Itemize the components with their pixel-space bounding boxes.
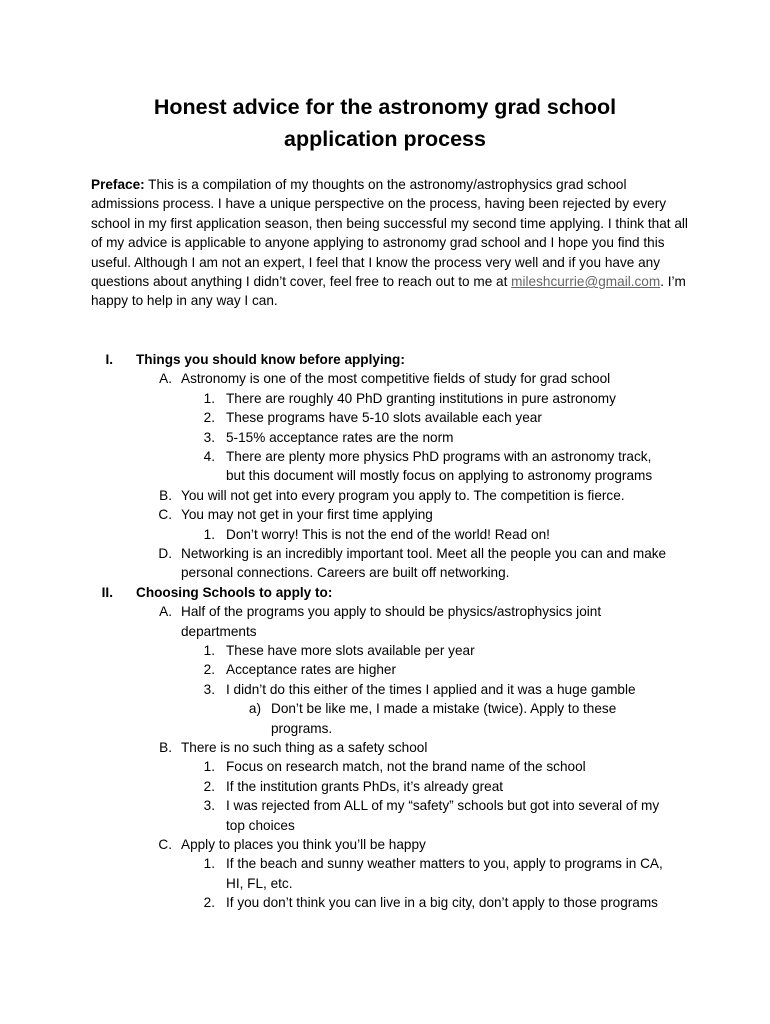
outline-marker: C. [158,507,172,523]
outline-item-text: programs. [271,720,333,736]
outline-marker: C. [158,837,172,852]
outline-marker: I. [105,352,113,367]
outline-marker: B. [159,487,172,503]
outline-item-text: You will not get into every program you apply to. The competition is fierce. [181,487,625,503]
outline-item-text: Acceptance rates are higher [226,662,397,678]
outline-item-text: Don’t be like me, I made a mistake (twice). Apply to these [271,701,617,717]
outline-item-text: Don’t worry! This is not the end of the world! Read on! [226,526,550,542]
outline-item-text: Apply to places you think you’ll be happy [181,837,426,852]
outline-marker: II. [101,584,113,600]
outline-marker: D. [158,546,172,561]
outline-item-text: There are roughly 40 PhD granting institutions in pure astronomy [226,390,616,406]
email-link[interactable]: mileshcurrie@gmail.com [511,274,661,290]
outline-item-text: personal connections. Careers are built off networking. [181,565,510,581]
outline-marker: 1. [203,759,215,775]
outline-item-text: There is no such thing as a safety school [181,740,428,755]
outline-marker: 4. [203,449,215,464]
outline-marker: 1. [203,390,215,406]
outline-item-text: Focus on research match, not the brand name of the school [226,759,586,775]
outline-marker: 2. [203,778,215,794]
outline-marker: A. [159,371,172,387]
outline-item-text: If you don’t think you can live in a big city, don’t apply to those programs [226,895,658,911]
outline-item-text: There are plenty more physics PhD programs with an astronomy track, [226,449,652,464]
preface-label: Preface: [91,177,145,192]
outline-item-text: but this document will mostly focus on applying to astronomy programs [226,468,653,484]
outline-marker: A. [159,604,172,620]
outline-marker: 1. [203,526,215,542]
outline-marker: B. [159,740,172,755]
preface-closing: . I’m happy to help in any way I can. [91,274,686,309]
outline-marker: 3. [203,798,215,814]
outline-marker: 3. [203,429,215,445]
outline-marker: 1. [203,856,215,872]
outline-item-text: These programs have 5-10 slots available each year [226,410,542,426]
outline-item-text: I was rejected from ALL of my “safety” schools but got into several of my [226,798,660,814]
outline-marker: 2. [203,895,215,911]
section-heading: Choosing Schools to apply to: [136,584,333,600]
title-line-2: application process [284,127,486,151]
outline-marker: 2. [203,662,215,678]
outline-marker: 2. [203,410,215,426]
preface-paragraph [91,175,691,311]
outline-marker: 1. [203,643,215,658]
outline-marker: 3. [203,681,215,697]
title-line-1: Honest advice for the astronomy grad school [153,95,617,119]
outline-item-text: departments [181,623,257,639]
outline-item-text: These have more slots available per year [226,643,475,658]
outline-item-text: Astronomy is one of the most competitive fields of study for grad school [181,371,611,387]
outline-item-text: You may not get in your first time applying [181,507,433,523]
outline-item-text: If the beach and sunny weather matters to you, apply to programs in CA, [226,856,663,872]
document-title [0,91,770,155]
outline-item-text: Networking is an incredibly important tool. Meet all the people you can and make [181,546,667,561]
section-heading: Things you should know before applying: [136,352,405,367]
outline-item-text: I didn’t do this either of the times I applied and it was a huge gamble [226,681,636,697]
preface-text: This is a compilation of my thoughts on the astronomy/astrophysics grad school admissions process. I have a unique perspective on the process, having been rejected by every school in my first application season, then being successful my second time applying. I think that all of my advice is applicable to anyone applying to astronomy grad school and I hope you find this useful. Although I am not an expert, I feel that I know the process very well and if you have any questions about anything I didn’t cover, feel free to reach out to me at [91,177,688,290]
outline-item-text: Half of the programs you apply to should be physics/astrophysics joint [181,604,602,620]
outline-item-text: If the institution grants PhDs, it’s already great [226,778,504,794]
outline-item-text: top choices [226,817,295,833]
outline-item-text: 5-15% acceptance rates are the norm [226,429,454,445]
outline-item-text: HI, FL, etc. [226,875,293,891]
outline-marker: a) [248,701,261,717]
